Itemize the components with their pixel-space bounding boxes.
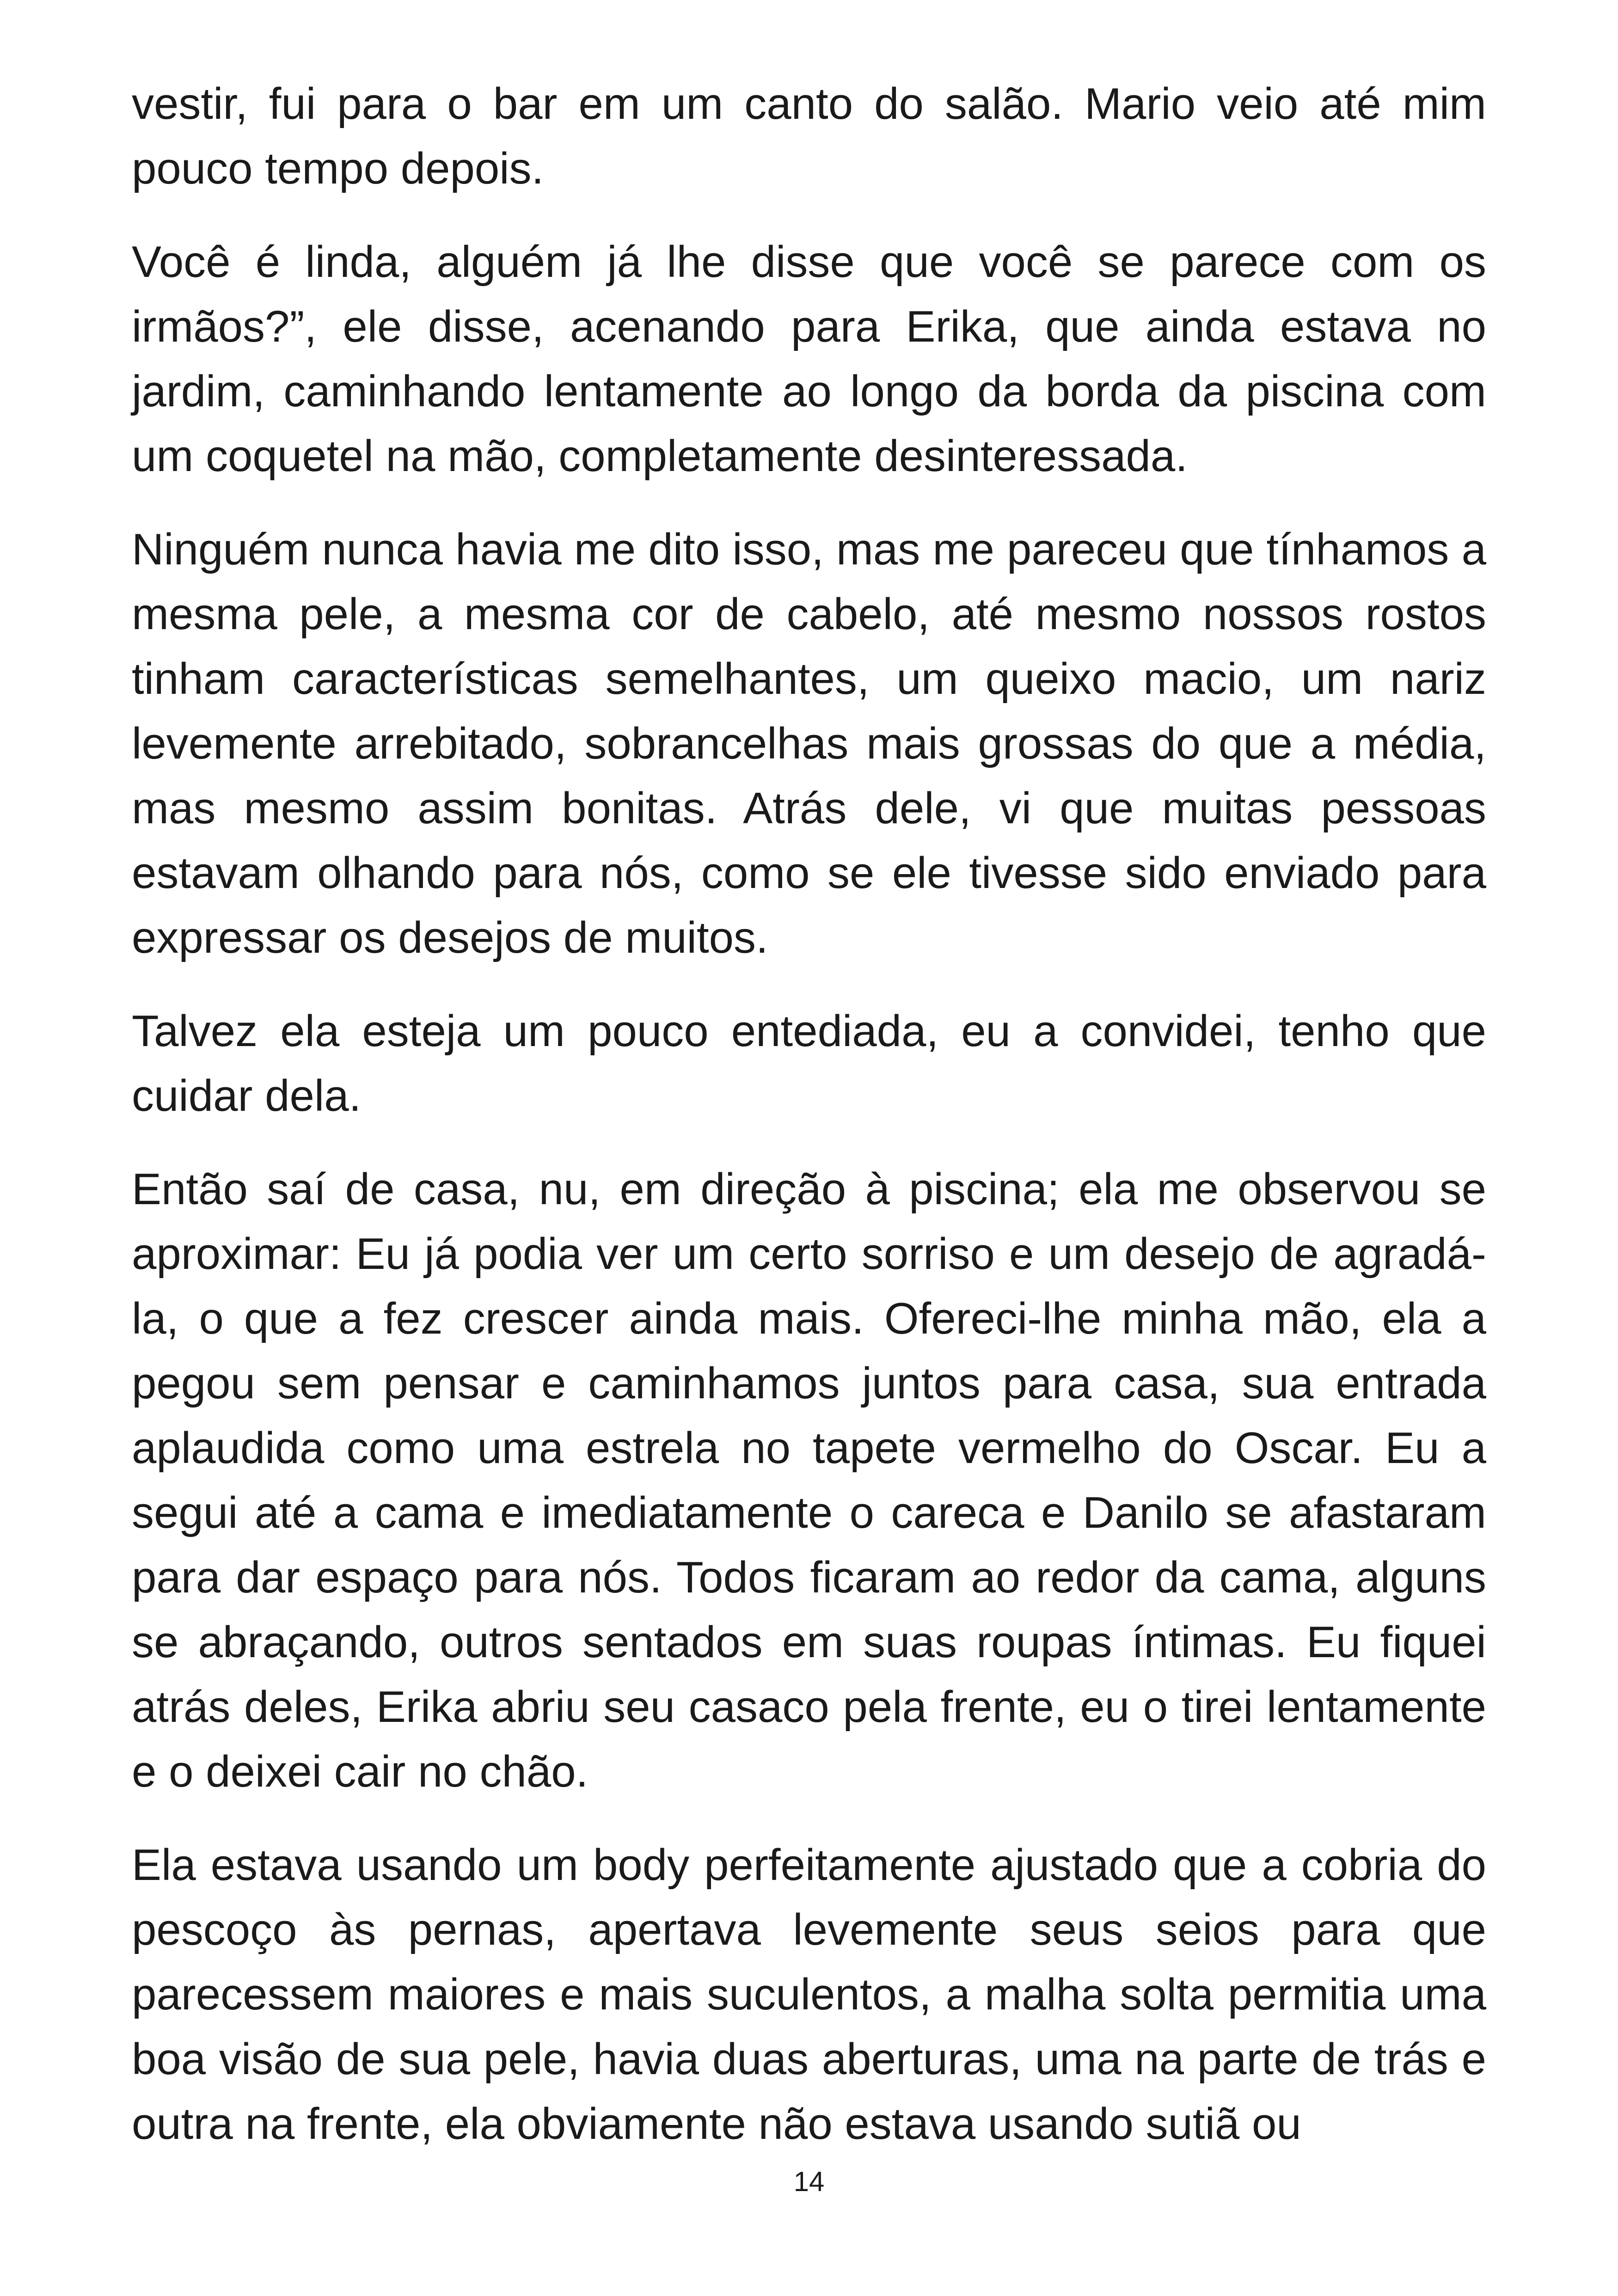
paragraph: Ela estava usando um body perfeitamente ajustado que a cobria do pescoço às pernas, apertava levemente seus seios para que parecessem maiores e mais suculentos, a malha solta permitia uma boa visão de sua pele, havia duas aberturas, uma na parte de trás e outra na frente, ela obviamente não estava usando sutiã ou: [132, 1840, 1486, 2149]
paragraph: Então saí de casa, nu, em direção à piscina; ela me observou se aproximar: Eu já podia ver um certo sorriso e um desejo de agradá-la, o que a fez crescer ainda mais. Ofereci-lhe minha mão, ela a pegou sem pensar e caminhamos juntos para casa, sua entrada aplaudida como uma estrela no tapete vermelho do Oscar. Eu a segui até a cama e imediatamente o careca e Danilo se afastaram para dar espaço para nós. Todos ficaram ao redor da cama, alguns se abraçando, outros sentados em suas roupas íntimas. Eu fiquei atrás deles, Erika abriu seu casaco pela frente, eu o tirei lentamente e o deixei cair no chão.: [132, 1164, 1486, 1796]
paragraph: Você é linda, alguém já lhe disse que você se parece com os irmãos?”, ele disse, acenando para Erika, que ainda estava no jardim, caminhando lentamente ao longo da borda da piscina com um coquetel na mão, completamente desinteressada.: [132, 237, 1486, 481]
paragraph: Ninguém nunca havia me dito isso, mas me pareceu que tínhamos a mesma pele, a mesma cor de cabelo, até mesmo nossos rostos tinham características semelhantes, um queixo macio, um nariz levemente arrebitado, sobrancelhas mais grossas do que a média, mas mesmo assim bonitas. Atrás dele, vi que muitas pessoas estavam olhando para nós, como se ele tivesse sido enviado para expressar os desejos de muitos.: [132, 525, 1486, 962]
body-text: [132, 72, 1486, 2185]
paragraph: Talvez ela esteja um pouco entediada, eu a convidei, tenho que cuidar dela.: [132, 1006, 1486, 1120]
page-number: 14: [793, 2166, 825, 2197]
paragraph: vestir, fui para o bar em um canto do salão. Mario veio até mim pouco tempo depois.: [132, 79, 1486, 193]
